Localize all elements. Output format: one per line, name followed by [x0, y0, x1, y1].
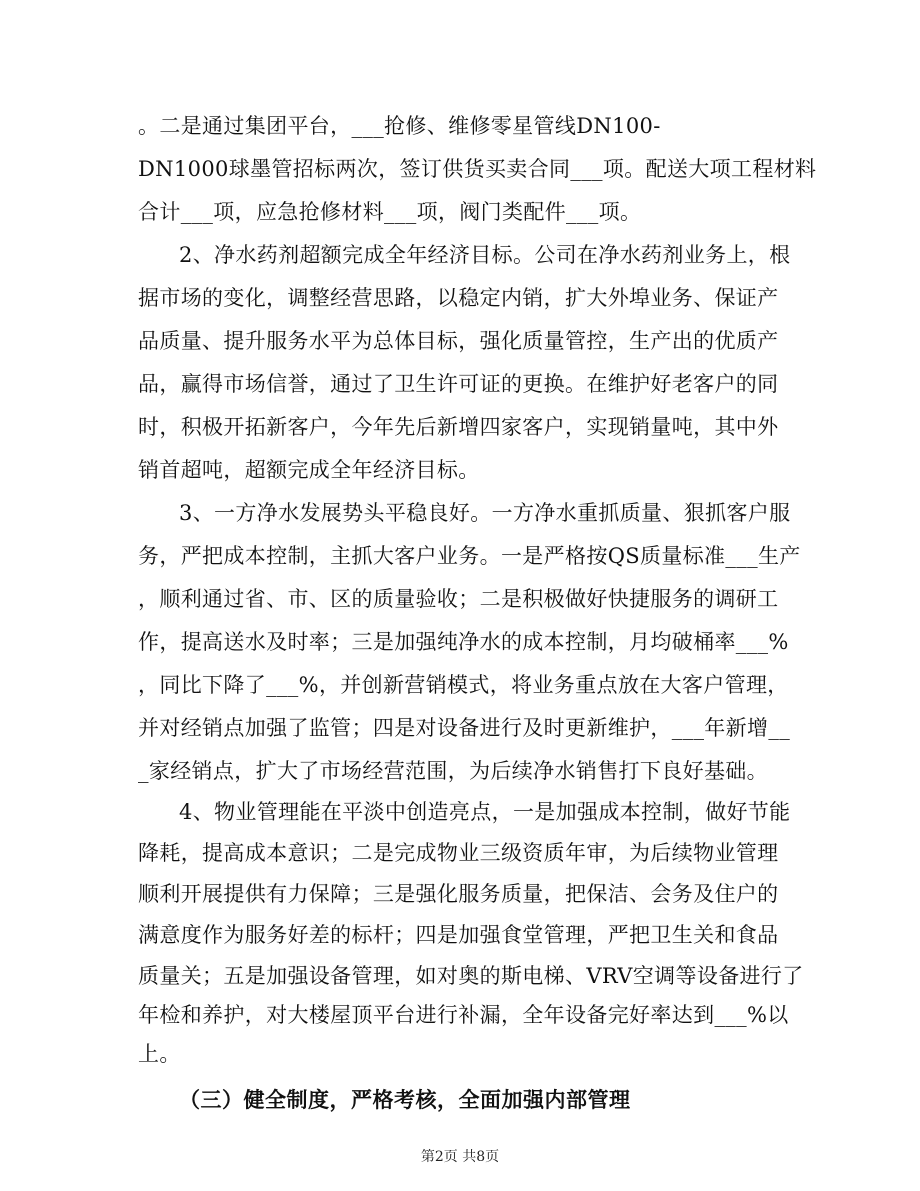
text-line: 合计___项，应急抢修材料___项，阀门类配件___项。	[138, 200, 642, 224]
text-line: 顺利开展提供有力保障；三是强化服务质量，把保洁、会务及住户的	[138, 882, 779, 906]
page-number-footer: 第2页 共8页	[420, 1149, 500, 1165]
text-line: 品，赢得市场信誉，通过了卫生许可证的更换。在维护好老客户的同	[138, 372, 779, 396]
text-line: 务，严把成本控制，主抓大客户业务。一是严格按QS质量标准___生产	[138, 544, 801, 568]
text-line: 销首超吨，超额完成全年经济目标。	[138, 458, 480, 482]
text-line: 年检和养护，对大楼屋顶平台进行补漏，全年设备完好率达到___%以	[138, 1003, 789, 1027]
paragraph-2-start: 2、净水药剂超额完成全年经济目标。公司在净水药剂业务上，根	[179, 243, 791, 267]
text-line: 并对经销点加强了监管；四是对设备进行及时更新维护，___年新增__	[138, 716, 791, 740]
text-line: 质量关；五是加强设备管理，如对奥的斯电梯、VRV空调等设备进行了	[138, 964, 804, 988]
text-line: ，同比下降了___%，并创新营销模式，将业务重点放在大客户管理，	[138, 673, 789, 697]
text-line: 满意度作为服务好差的标杆；四是加强食堂管理，严把卫生关和食品	[138, 923, 779, 947]
text-line: 。二是通过集团平台，___抢修、维修零星管线DN100-	[138, 114, 661, 138]
paragraph-3-start: 3、一方净水发展势头平稳良好。一方净水重抓质量、狠抓客户服	[179, 501, 791, 525]
text-line: 上。	[138, 1042, 181, 1066]
text-line: 降耗，提高成本意识；二是完成物业三级资质年审，为后续物业管理	[138, 841, 779, 865]
text-line: 据市场的变化，调整经营思路，以稳定内销，扩大外埠业务、保证产	[138, 286, 779, 310]
section-heading: （三）健全制度，严格考核，全面加强内部管理	[179, 1087, 631, 1112]
text-line: ，顺利通过省、市、区的质量验收；二是积极做好快捷服务的调研工	[138, 587, 779, 611]
text-line: _家经销点，扩大了市场经营范围，为后续净水销售打下良好基础。	[138, 759, 768, 783]
text-line: 时，积极开拓新客户，今年先后新增四家客户，实现销量吨，其中外	[138, 415, 779, 439]
text-line: 品质量、提升服务水平为总体目标，强化质量管控，生产出的优质产	[138, 329, 779, 353]
text-line: DN1000球墨管招标两次，签订供货买卖合同___项。配送大项工程材料	[138, 157, 817, 181]
text-line: 作，提高送水及时率；三是加强纯净水的成本控制，月均破桶率___%	[138, 630, 789, 654]
paragraph-4-start: 4、物业管理能在平淡中创造亮点，一是加强成本控制，做好节能	[179, 800, 791, 824]
